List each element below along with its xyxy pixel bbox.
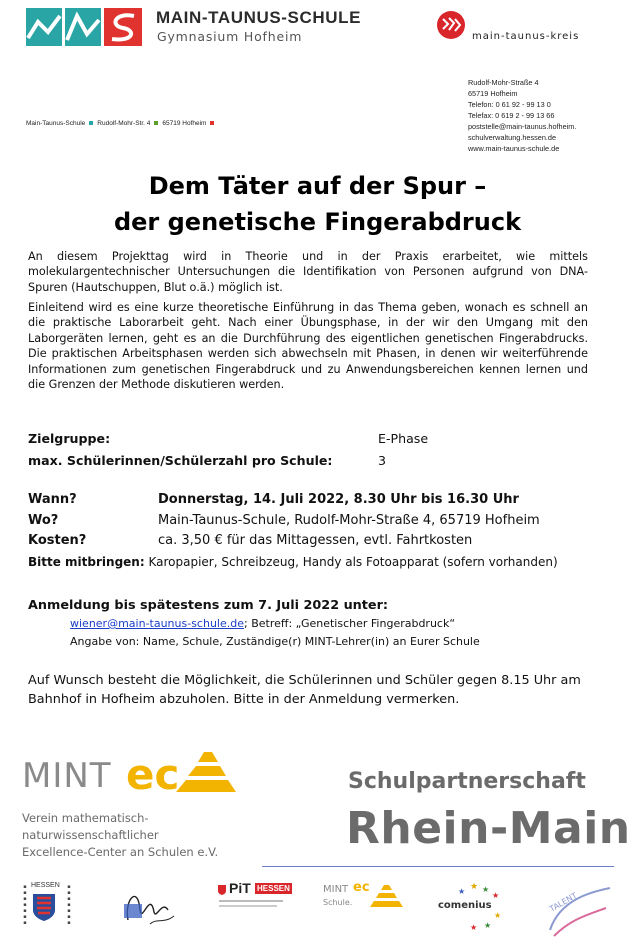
description-paragraph: Einleitend wird es eine kurze theoretische Einführung in das Thema geben, wonach es schnell an die praktische Laborarbeit geht. Nach einer Übungsphase, in der wir den Umgang mit den Laborgeräten lernen, geht es an die Durchführung des eigentlichen genetischen Fingerabdrucks. Die praktischen Arbeitsphasen werden sich abwechseln mit Phasen, in denen wir weiterführende Informationen zum genetischen Fingerabdruck und zu Anwendungsbereichen kennen lernen und die Grenzen der Methode diskutieren werden. <box>28 301 588 392</box>
mintec-logo-mint: MINT <box>22 756 112 796</box>
registration-info: Angabe von: Name, Schule, Zuständige(r) MINT-Lehrer(in) an Eurer Schule <box>70 635 480 648</box>
where-row <box>28 513 588 531</box>
page-title <box>0 168 635 240</box>
contact-website[interactable]: www.main-taunus-schule.de <box>468 144 560 153</box>
target-group-value: E-Phase <box>378 431 429 446</box>
contact-street: Rudolf-Mohr-Straße 4 <box>468 78 539 87</box>
sender-address-line <box>26 120 218 127</box>
cost-label: Kosten? <box>28 533 87 548</box>
contact-block <box>468 77 576 154</box>
mintec-line-1: Verein mathematisch- <box>22 811 149 825</box>
sender-street: Rudolf-Mohr-Str. 4 <box>97 120 151 127</box>
comenius-logo <box>436 880 506 930</box>
green-square-icon <box>154 121 158 125</box>
svg-text:★: ★ <box>470 923 478 930</box>
mintec-small-ec: ec <box>353 880 370 895</box>
partnership-divider <box>262 866 614 867</box>
svg-text:★: ★ <box>484 921 492 930</box>
mintec-schule-logo <box>323 880 405 920</box>
sender-city: 65719 Hofheim <box>162 120 207 127</box>
red-square-icon <box>210 121 214 125</box>
cost-row <box>28 533 588 551</box>
pit-crest-icon <box>217 884 227 896</box>
hessen-logo: ▪▪▪▪▪▪▪ HESSEN ▪▪▪▪▪▪▪ <box>22 882 72 926</box>
intro-paragraph: An diesem Projekttag wird in Theorie und in der Praxis erarbeitet, wie mittels molekulargentechnischer Untersuchungen die Identifikation von Personen aufgrund von DNA-Spuren (Hautschuppen, Blut o.ä.) möglich ist. <box>28 250 588 294</box>
svg-text:★: ★ <box>494 911 502 920</box>
hessen-lion-icon <box>31 892 57 922</box>
when-row <box>28 492 588 510</box>
registration-subject: ; Betreff: „Genetischer Fingerabdruck“ <box>244 617 456 630</box>
svg-text:★: ★ <box>492 891 500 900</box>
pit-hessen-logo <box>217 880 290 920</box>
svg-text:★: ★ <box>470 882 479 892</box>
where-value: Main-Taunus-Schule, Rudolf-Mohr-Straße 4, 65719 Hofheim <box>158 513 540 528</box>
main-taunus-kreis-emblem-icon <box>436 10 466 40</box>
pit-label: PiT <box>229 880 251 896</box>
main-taunus-kreis-label: main-taunus-kreis <box>472 31 580 42</box>
svg-text:★: ★ <box>458 887 466 896</box>
partnership-region: Rhein-Main <box>346 803 631 854</box>
mintec-small-pyramid-icon <box>369 884 405 908</box>
title-line-1: Dem Täter auf der Spur – <box>148 172 487 200</box>
contact-phone: Telefon: 0 61 92 - 99 13 0 <box>468 100 551 109</box>
school-name: MAIN-TAUNUS-SCHULE <box>156 8 362 27</box>
mintec-small-mint: MINT <box>323 884 349 895</box>
max-students-label: max. Schülerinnen/Schülerzahl pro Schule: <box>28 453 333 468</box>
hessen-label: HESSEN <box>31 882 60 889</box>
talent-logo <box>540 880 616 942</box>
mintec-logo-ec: ec <box>126 750 180 799</box>
registration-email-link[interactable]: wiener@main-taunus-schule.de <box>70 617 244 630</box>
pit-hessen-label: HESSEN <box>257 884 290 893</box>
pickup-note: Auf Wunsch besteht die Möglichkeit, die Schülerinnen und Schüler gegen 8.15 Uhr am Bahnhof in Hofheim abzuholen. Bitte in der Anmeldung vermerken. <box>28 673 581 707</box>
bring-value: Karopapier, Schreibzeug, Handy als Fotoapparat (sofern vorhanden) <box>148 555 558 569</box>
registration-heading: Anmeldung bis spätestens zum 7. Juli 2022 unter: <box>28 598 389 613</box>
music-school-logo <box>120 880 184 930</box>
main-taunus-schule-logo <box>26 8 142 46</box>
mintec-pyramid-icon <box>174 750 244 800</box>
contact-email-2[interactable]: schulverwaltung.hessen.de <box>468 133 557 142</box>
partnership-title: Schulpartnerschaft <box>348 769 586 794</box>
bring-row <box>28 555 558 569</box>
title-line-2: der genetische Fingerabdruck <box>113 208 522 236</box>
bring-label: Bitte mitbringen: <box>28 555 145 569</box>
mintec-logo <box>22 750 242 800</box>
cost-value: ca. 3,50 € für das Mittagessen, evtl. Fahrtkosten <box>158 533 473 548</box>
registration-email-line <box>70 617 455 630</box>
mintec-line-2: naturwissenschaftlicher <box>22 828 159 842</box>
mintec-small-schule: Schule. <box>323 898 353 907</box>
where-label: Wo? <box>28 513 59 528</box>
mintec-description <box>22 810 218 861</box>
max-students-value: 3 <box>378 453 387 468</box>
teal-square-icon <box>89 121 93 125</box>
comenius-label: comenius <box>438 900 492 911</box>
contact-email-1[interactable]: poststelle@main-taunus.hofheim. <box>468 122 577 131</box>
max-students-row <box>28 453 588 471</box>
target-group-label: Zielgruppe: <box>28 431 111 446</box>
svg-text:★: ★ <box>482 885 490 894</box>
talent-label: TALENT <box>548 890 579 914</box>
contact-city: 65719 Hofheim <box>468 89 518 98</box>
contact-fax: Telefax: 0 619 2 - 99 13 66 <box>468 111 555 120</box>
school-subtitle: Gymnasium Hofheim <box>157 29 303 44</box>
mintec-line-3: Excellence-Center an Schulen e.V. <box>22 845 219 859</box>
when-value: Donnerstag, 14. Juli 2022, 8.30 Uhr bis 16.30 Uhr <box>158 492 519 507</box>
target-group-row <box>28 431 588 449</box>
sender-school: Main-Taunus-Schule <box>26 120 86 127</box>
when-label: Wann? <box>28 492 77 507</box>
